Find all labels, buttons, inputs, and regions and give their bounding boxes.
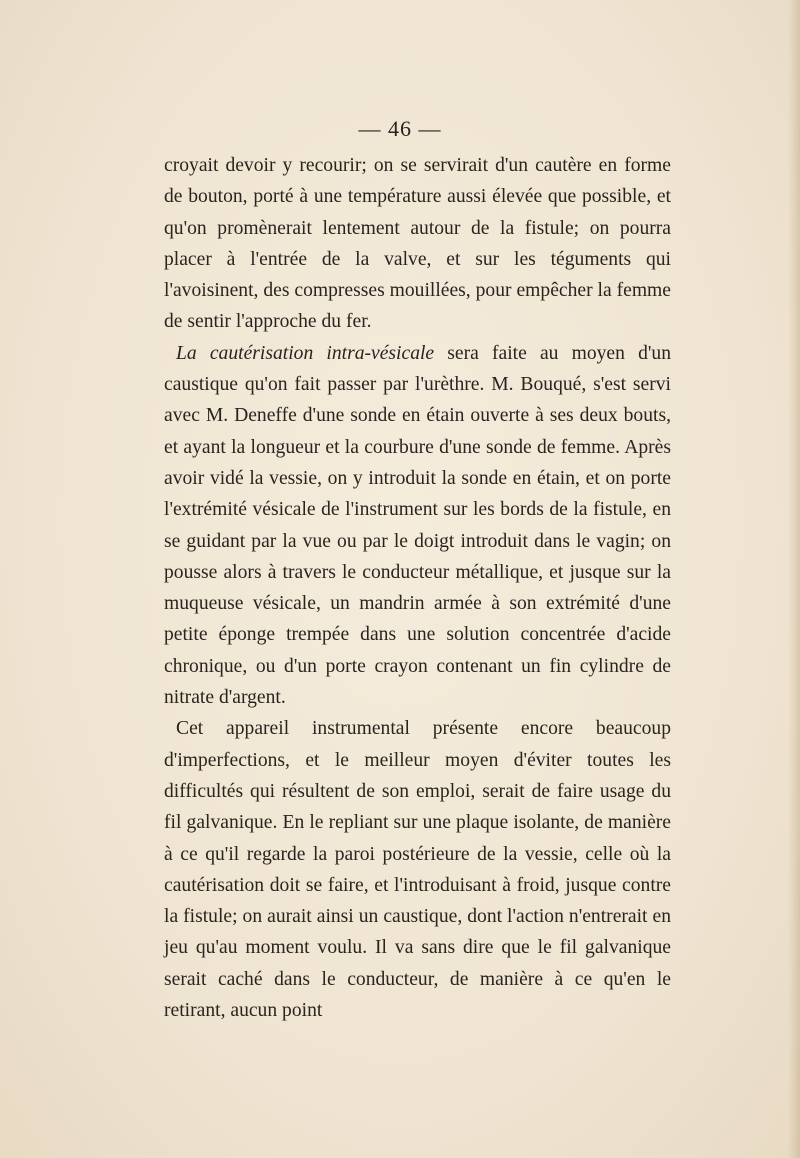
paragraph-2-text: sera faite au moyen d'un caustique qu'on fait passer par l'urèthre. M. Bouqué, s'est servi avec M. Deneffe d'une sonde en étain ouverte à ses deux bouts, et ayant la longueur et la courbure d'une sonde de femme. Après avoir vidé la vessie, on y introduit la sonde en étain, et on porte l'extrémité vésicale de l'instrument sur les bords de la fistule, en se guidant par la vue ou par le doigt introduit dans le vagin; on pousse alors à travers le conducteur métallique, et jusque sur la muqueuse vésicale, un mandrin armée à son extrémité d'une petite éponge trempée dans une solution concentrée d'acide chronique, ou d'un porte crayon contenant un fin cylindre de nitrate d'argent. — [164, 342, 671, 709]
paragraph-1 — [164, 150, 671, 338]
page-number: — 46 — — [358, 116, 442, 141]
paragraph-3-text: Cet appareil instrumental présente encore beaucoup d'imperfections, et le meilleur moyen d'éviter toutes les difficultés qui résultent de son emploi, serait de faire usage du fil galvanique. En le repliant sur une plaque isolante, de manière à ce qu'il regarde la paroi postérieure de la vessie, celle où la cautérisation doit se faire, et l'introduisant à froid, jusque contre la fistule; on aurait ainsi un caustique, dont l'action n'entrerait en jeu qu'au moment voulu. Il va sans dire que le fil galvanique serait caché dans le conducteur, de manière à ce qu'en le retirant, aucun point — [164, 718, 671, 1022]
paragraph-1-text: croyait devoir y recourir; on se servirait d'un cautère en forme de bouton, porté à une température aussi élevée que possible, et qu'on promènerait lentement autour de la fistule; on pourra placer à l'entrée de la valve, et sur les téguments qui l'avoisinent, des compresses mouillées, pour empêcher la femme de sentir l'approche du fer. — [164, 155, 671, 333]
paragraph-3 — [164, 713, 671, 1026]
paragraph-2-italic-lead: La cautérisation intra-vésicale — [176, 342, 435, 364]
paragraph-2 — [164, 338, 671, 714]
page-edge-shadow — [788, 0, 800, 1158]
body-text — [164, 150, 671, 1026]
